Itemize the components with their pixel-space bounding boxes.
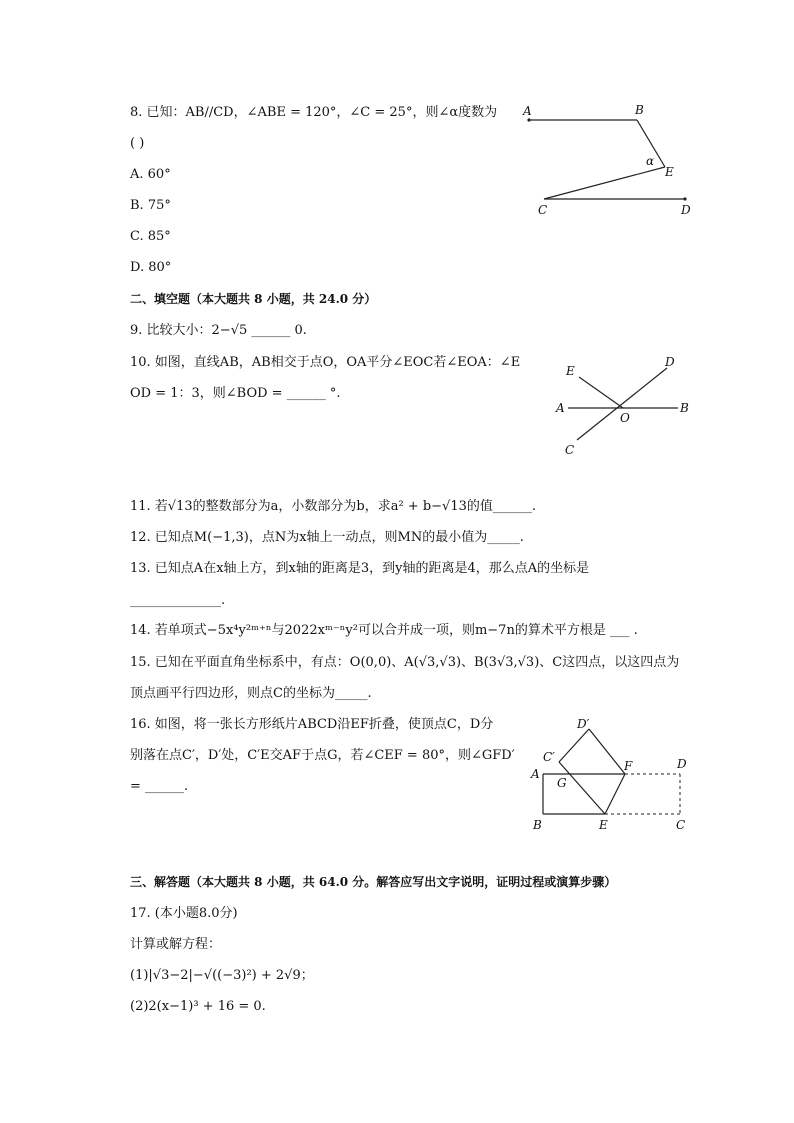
q14-text: 14. 若单项式−5x⁴y²ᵐ⁺ⁿ与2022xᵐ⁻ⁿy²可以合并成一项，则m−7n的算术平方根是 ___ . xyxy=(130,623,638,638)
q8-label-c: C xyxy=(538,203,548,217)
q8-label-alpha: α xyxy=(646,154,655,168)
q16-label-d-prime: D′ xyxy=(577,717,590,731)
q9-text: 9. 比较大小：2−√5 ______ 0. xyxy=(130,323,307,338)
q8-stem: 8. 已知：AB//CD，∠ABE = 120°，∠C = 25°，则∠α度数为 xyxy=(130,105,498,120)
q16-line2: 别落在点C′，D′处，C′E交AF于点G，若∠CEF = 80°，则∠GFD′ xyxy=(130,748,515,763)
q15-line2: 顶点画平行四边形，则点C的坐标为_____. xyxy=(130,686,372,701)
q8-answer-paren: ( ) xyxy=(130,136,145,151)
q8-option-c: C. 85° xyxy=(130,229,171,244)
q10-label-b: B xyxy=(680,401,689,415)
q8-label-a: A xyxy=(523,104,532,118)
q16-figure xyxy=(525,712,705,837)
q16-line3: = ______. xyxy=(130,779,189,794)
q17-part2: (2)2(x−1)³ + 16 = 0. xyxy=(130,999,266,1014)
q10-label-d: D xyxy=(665,355,675,369)
q8-label-d: D xyxy=(681,203,691,217)
q17-part1: (1)|√3−2|−√((−3)²) + 2√9； xyxy=(130,968,314,983)
q16-label-c-prime: C′ xyxy=(543,750,555,764)
q16-label-d: D xyxy=(677,757,687,771)
q16-label-g: G xyxy=(557,776,567,790)
q16-label-a: A xyxy=(531,767,540,781)
q17-head: 17. (本小题8.0分) xyxy=(130,906,238,921)
q10-label-e: E xyxy=(566,364,575,378)
q12-text: 12. 已知点M(−1,3)，点N为x轴上一动点，则MN的最小值为_____. xyxy=(130,530,524,545)
q13-line1: 13. 已知点A在x轴上方，到x轴的距离是3，到y轴的距离是4，那么点A的坐标是 xyxy=(130,561,590,576)
q10-line1: 10. 如图，直线AB，AB相交于点O，OA平分∠EOC若∠EOA：∠E xyxy=(130,355,521,370)
q16-label-f: F xyxy=(624,759,633,773)
q16-line1: 16. 如图，将一张长方形纸片ABCD沿EF折叠，使顶点C，D分 xyxy=(130,717,494,732)
q16-label-b: B xyxy=(533,818,542,832)
q8-option-b: B. 75° xyxy=(130,198,171,213)
q17-intro: 计算或解方程： xyxy=(130,937,222,952)
q10-label-o: O xyxy=(620,411,630,425)
q8-label-e: E xyxy=(665,165,674,179)
q10-label-a: A xyxy=(556,401,565,415)
q15-line1: 15. 已知在平面直角坐标系中，有点：O(0,0)、A(√3,√3)、B(3√3,√3)、C这四点，以这四点为 xyxy=(130,655,680,670)
q10-figure xyxy=(548,352,698,462)
section3-heading: 三、解答题（本大题共 8 小题，共 64.0 分。解答应写出文字说明，证明过程或演算步骤） xyxy=(130,875,617,889)
q16-label-c: C xyxy=(676,818,686,832)
q8-label-b: B xyxy=(635,103,644,117)
q10-line2: OD = 1：3，则∠BOD = ______ °. xyxy=(130,386,341,401)
q16-label-e: E xyxy=(599,818,608,832)
q8-figure xyxy=(510,98,710,223)
q10-label-c: C xyxy=(565,443,575,457)
q11-text: 11. 若√13的整数部分为a，小数部分为b，求a² + b−√13的值______. xyxy=(130,499,536,514)
q8-option-d: D. 80° xyxy=(130,260,172,275)
q8-option-a: A. 60° xyxy=(130,167,171,182)
q13-line2: ______________. xyxy=(130,593,226,608)
section2-heading: 二、填空题（本大题共 8 小题，共 24.0 分） xyxy=(130,292,377,306)
